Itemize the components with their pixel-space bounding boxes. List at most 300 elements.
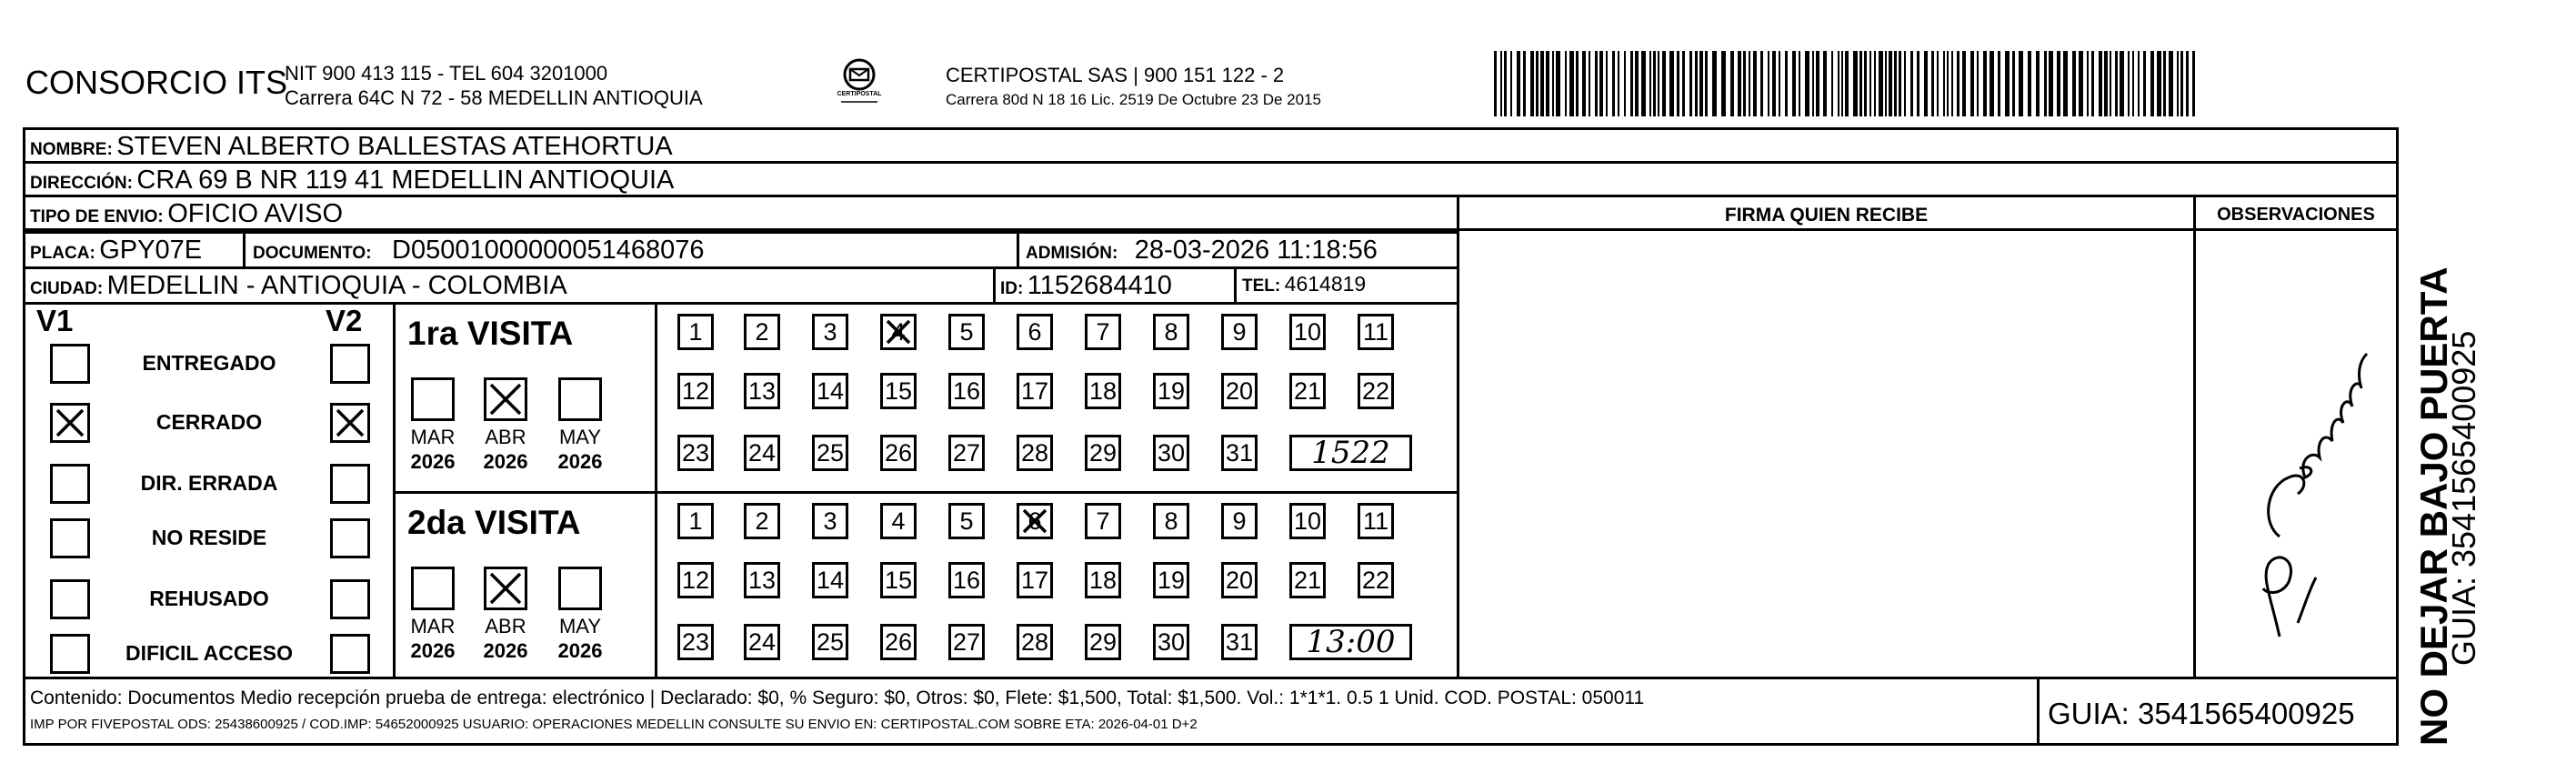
day-number: 17	[1020, 376, 1049, 405]
barcode-bar	[1536, 51, 1539, 116]
day-number: 15	[884, 566, 913, 594]
day-number: 9	[1232, 317, 1247, 346]
documento-value: D05001000000051468076	[392, 236, 705, 265]
barcode-bar	[1494, 51, 1497, 116]
ciudad-label: CIUDAD:	[30, 279, 104, 298]
day-box[interactable]	[880, 624, 917, 660]
barcode-bar	[1838, 51, 1839, 116]
barcode-bar	[1753, 51, 1757, 116]
check-mark	[333, 406, 367, 440]
barcode-bar	[2115, 51, 2118, 116]
barcode-bar	[1983, 51, 1987, 116]
day-number: 17	[1020, 566, 1049, 594]
day-number: 7	[1096, 317, 1110, 346]
barcode-bar	[1504, 51, 1507, 116]
day-box[interactable]	[1017, 624, 1053, 660]
barcode-bar	[2005, 51, 2010, 116]
month-label: ABR	[485, 426, 526, 448]
v1-checkbox[interactable]	[50, 518, 90, 558]
day-number: 28	[1020, 627, 1049, 656]
day-number: 24	[747, 627, 777, 656]
day-number: 12	[681, 376, 710, 405]
barcode-bar	[1990, 51, 1994, 116]
day-number: 29	[1088, 438, 1118, 467]
barcode-bar	[2019, 51, 2023, 116]
barcode-bar	[1760, 51, 1763, 116]
day-number: 6	[1027, 317, 1042, 346]
barcode-bar	[2044, 51, 2047, 116]
day-box[interactable]	[812, 562, 848, 598]
month-year: 2026	[557, 450, 603, 473]
day-box[interactable]	[880, 503, 917, 539]
status-option-label: REHUSADO	[149, 587, 269, 610]
barcode-bar	[1799, 51, 1800, 116]
barcode-bar	[1589, 51, 1590, 116]
barcode-bar	[2138, 51, 2140, 116]
day-box[interactable]	[744, 373, 780, 409]
month-checkbox[interactable]	[411, 377, 455, 421]
day-box[interactable]	[1017, 373, 1053, 409]
day-box[interactable]	[1358, 314, 1394, 350]
certipostal-line2: Carrera 80d N 18 16 Lic. 2519 De Octubre 23 De 2015	[946, 91, 1321, 108]
v2-checkbox[interactable]	[330, 403, 370, 443]
barcode-bar	[2057, 51, 2060, 116]
day-box[interactable]	[1221, 373, 1258, 409]
status-option-label: NO RESIDE	[151, 526, 267, 549]
day-box[interactable]	[1085, 435, 1121, 471]
tel-value: 4614819	[1284, 272, 1367, 296]
barcode-bar	[1662, 51, 1666, 116]
day-number: 19	[1157, 376, 1186, 405]
day-number: 2	[755, 507, 769, 535]
day-box[interactable]	[1289, 314, 1326, 350]
day-box[interactable]	[948, 562, 985, 598]
day-box[interactable]	[1153, 503, 1189, 539]
imp-text: IMP POR FIVEPOSTAL ODS: 25438600925 / COD.IMP: 54652000925 USUARIO: OPERACIONES MEDELLIN CONSULTE SU ENVIO EN: CERTIPOSTAL.COM SOBRE ETA: 2026-04-01 D+2	[30, 717, 1198, 732]
month-year: 2026	[410, 639, 456, 662]
barcode-bar	[1576, 51, 1579, 116]
direccion-label: DIRECCIÓN:	[30, 174, 133, 193]
day-box[interactable]	[1358, 373, 1394, 409]
day-box[interactable]	[1221, 562, 1258, 598]
day-box[interactable]	[1085, 314, 1121, 350]
day-number: 8	[1164, 507, 1178, 535]
day-number: 13	[747, 566, 777, 594]
firma-box	[1457, 195, 2196, 679]
barcode-bar	[1910, 51, 1913, 116]
id-label: ID:	[1000, 279, 1024, 298]
day-box[interactable]	[1153, 373, 1189, 409]
check-mark	[883, 316, 914, 347]
day-box[interactable]	[1085, 562, 1121, 598]
v2-checkbox[interactable]	[330, 464, 370, 504]
barcode-bar	[1917, 51, 1919, 116]
v1-checkbox[interactable]	[50, 579, 90, 619]
day-box[interactable]	[677, 435, 714, 471]
check-mark	[1019, 506, 1050, 537]
day-number: 31	[1225, 438, 1254, 467]
day-number: 20	[1225, 566, 1254, 594]
v1-checkbox[interactable]	[50, 464, 90, 504]
barcode-bar	[1785, 51, 1788, 116]
barcode-bar	[1885, 51, 1887, 116]
recipient-signature	[2225, 350, 2371, 641]
day-box[interactable]	[677, 314, 714, 350]
barcode-bar	[1546, 51, 1549, 116]
v2-checkbox[interactable]	[330, 634, 370, 674]
barcode-bar	[1612, 51, 1615, 116]
barcode-bar	[1582, 51, 1586, 116]
tipo-label: TIPO DE ENVIO:	[30, 207, 164, 226]
day-box[interactable]	[1153, 624, 1189, 660]
barcode	[1494, 51, 2203, 116]
day-number: 5	[959, 317, 974, 346]
day-number: 26	[884, 438, 913, 467]
day-number: 22	[1361, 566, 1390, 594]
barcode-bar	[2087, 51, 2089, 116]
barcode-bar	[2012, 51, 2015, 116]
barcode-bar	[1721, 51, 1726, 116]
day-box[interactable]	[1289, 503, 1326, 539]
day-box[interactable]	[744, 562, 780, 598]
barcode-bar	[2177, 51, 2179, 116]
barcode-bar	[1689, 51, 1692, 116]
barcode-bar	[1510, 51, 1512, 116]
barcode-bar	[1772, 51, 1776, 116]
barcode-bar	[1730, 51, 1734, 116]
day-number: 14	[816, 376, 845, 405]
barcode-bar	[1606, 51, 1608, 116]
barcode-bar	[1695, 51, 1698, 116]
day-box[interactable]	[1085, 503, 1121, 539]
day-box[interactable]	[948, 435, 985, 471]
day-number: 21	[1293, 566, 1322, 594]
barcode-bar	[1812, 51, 1814, 116]
barcode-bar	[2128, 51, 2130, 116]
barcode-bar	[2091, 51, 2094, 116]
admision-label: ADMISIÓN:	[1026, 244, 1118, 263]
barcode-bar	[1749, 51, 1750, 116]
day-box[interactable]	[1017, 503, 1053, 539]
barcode-bar	[1743, 51, 1746, 116]
barcode-bar	[1699, 51, 1703, 116]
day-number: 16	[952, 566, 981, 594]
day-box[interactable]	[1017, 314, 1053, 350]
day-number: 2	[755, 317, 769, 346]
day-number: 8	[1164, 317, 1178, 346]
visit-time: 13:00	[1306, 624, 1396, 660]
certipostal-line1: CERTIPOSTAL SAS | 900 151 122 - 2	[946, 64, 1285, 86]
barcode-bar	[2163, 51, 2166, 116]
barcode-bar	[1705, 51, 1708, 116]
barcode-bar	[2157, 51, 2161, 116]
status-option-label: ENTREGADO	[142, 351, 276, 375]
barcode-bar	[2099, 51, 2102, 116]
day-number: 1	[688, 507, 703, 535]
day-number: 30	[1157, 438, 1186, 467]
v1-checkbox[interactable]	[50, 403, 90, 443]
barcode-bar	[1530, 51, 1534, 116]
day-box[interactable]	[880, 562, 917, 598]
barcode-bar	[1823, 51, 1827, 116]
day-box[interactable]	[812, 314, 848, 350]
check-mark	[486, 380, 525, 418]
barcode-bar	[1669, 51, 1674, 116]
check-mark	[53, 406, 87, 440]
day-number: 18	[1088, 566, 1118, 594]
day-number: 27	[952, 438, 981, 467]
day-box[interactable]	[1221, 624, 1258, 660]
barcode-bar	[2079, 51, 2083, 116]
barcode-bar	[1569, 51, 1574, 116]
day-number: 1	[688, 317, 703, 346]
month-checkbox[interactable]	[484, 377, 527, 421]
direccion-value: CRA 69 B NR 119 41 MEDELLIN ANTIOQUIA	[136, 166, 675, 195]
day-number: 23	[681, 627, 710, 656]
day-number: 11	[1362, 317, 1389, 346]
day-box[interactable]	[880, 314, 917, 350]
v1-checkbox[interactable]	[50, 344, 90, 384]
admision-value: 28-03-2026 11:18:56	[1134, 236, 1378, 265]
day-box[interactable]	[744, 624, 780, 660]
v1-label: V1	[36, 304, 74, 337]
barcode-bar	[1853, 51, 1858, 116]
observaciones-header: OBSERVACIONES	[2217, 205, 2375, 225]
placa-label: PLACA:	[30, 244, 95, 263]
day-number: 23	[681, 438, 710, 467]
day-number: 4	[891, 507, 906, 535]
nombre-value: STEVEN ALBERTO BALLESTAS ATEHORTUA	[116, 132, 673, 161]
v2-checkbox[interactable]	[330, 344, 370, 384]
day-box[interactable]	[744, 435, 780, 471]
barcode-bar	[2132, 51, 2134, 116]
day-box[interactable]	[1085, 373, 1121, 409]
month-year: 2026	[557, 639, 603, 662]
barcode-bar	[1957, 51, 1960, 116]
month-year: 2026	[483, 639, 528, 662]
visit-time: 1522	[1311, 435, 1390, 471]
day-box[interactable]	[1221, 503, 1258, 539]
day-box[interactable]	[812, 373, 848, 409]
barcode-bar	[1792, 51, 1796, 116]
barcode-bar	[2036, 51, 2040, 116]
visit-title: 1ra VISITA	[407, 315, 574, 352]
tel-label: TEL:	[1242, 276, 1281, 296]
day-box[interactable]	[1153, 435, 1189, 471]
barcode-bar	[1595, 51, 1598, 116]
day-box[interactable]	[677, 373, 714, 409]
day-number: 24	[747, 438, 777, 467]
month-checkbox[interactable]	[558, 567, 602, 610]
barcode-bar	[1879, 51, 1883, 116]
day-number: 11	[1362, 507, 1389, 535]
barcode-bar	[1779, 51, 1780, 116]
day-number: 19	[1157, 566, 1186, 594]
barcode-bar	[1552, 51, 1554, 116]
check-mark	[486, 569, 525, 607]
day-box[interactable]	[948, 373, 985, 409]
day-box[interactable]	[1221, 435, 1258, 471]
day-box[interactable]	[948, 503, 985, 539]
barcode-bar	[1943, 51, 1945, 116]
barcode-bar	[1931, 51, 1934, 116]
visit-time-box[interactable]	[1289, 435, 1412, 471]
day-number: 16	[952, 376, 981, 405]
day-number: 10	[1293, 317, 1322, 346]
side-guia: GUIA: 3541565400925	[2445, 330, 2482, 666]
barcode-bar	[1998, 51, 2000, 116]
day-box[interactable]	[1153, 562, 1189, 598]
firma-header: FIRMA QUIEN RECIBE	[1724, 205, 1929, 226]
barcode-bar	[1859, 51, 1862, 116]
month-label: MAY	[558, 615, 602, 637]
day-box[interactable]	[744, 503, 780, 539]
day-number: 30	[1157, 627, 1186, 656]
barcode-bar	[2120, 51, 2124, 116]
barcode-bar	[1653, 51, 1656, 116]
status-option-label: DIFICIL ACCESO	[125, 641, 293, 665]
barcode-bar	[2192, 51, 2195, 116]
barcode-bar	[2104, 51, 2108, 116]
month-year: 2026	[410, 450, 456, 473]
barcode-bar	[1565, 51, 1567, 116]
barcode-bar	[1540, 51, 1544, 116]
day-box[interactable]	[812, 435, 848, 471]
month-checkbox[interactable]	[411, 567, 455, 610]
barcode-bar	[1649, 51, 1651, 116]
id-value: 1152684410	[1027, 271, 1172, 300]
day-box[interactable]	[1017, 562, 1053, 598]
ciudad-value: MEDELLIN - ANTIOQUIA - COLOMBIA	[106, 271, 567, 300]
barcode-bar	[2028, 51, 2031, 116]
barcode-bar	[1805, 51, 1809, 116]
company-name: CONSORCIO ITS	[25, 64, 288, 101]
day-number: 29	[1088, 627, 1118, 656]
barcode-bar	[1523, 51, 1526, 116]
day-box[interactable]	[677, 562, 714, 598]
month-label: ABR	[485, 615, 526, 637]
barcode-bar	[1658, 51, 1659, 116]
barcode-bar	[2150, 51, 2154, 116]
month-label: MAR	[410, 615, 456, 637]
day-number: 18	[1088, 376, 1118, 405]
day-number: 25	[816, 627, 845, 656]
day-box[interactable]	[1017, 435, 1053, 471]
status-option-label: CERRADO	[155, 410, 263, 434]
day-box[interactable]	[1358, 503, 1394, 539]
day-number: 14	[816, 566, 845, 594]
day-box[interactable]	[880, 435, 917, 471]
barcode-bar	[1682, 51, 1685, 116]
barcode-bar	[1624, 51, 1626, 116]
day-box[interactable]	[1153, 314, 1189, 350]
month-label: MAY	[558, 426, 602, 448]
barcode-bar	[1962, 51, 1966, 116]
logo-text: CERTIPOSTAL	[837, 91, 882, 97]
day-box[interactable]	[948, 314, 985, 350]
barcode-bar	[1864, 51, 1867, 116]
barcode-bar	[1951, 51, 1953, 116]
visit-title: 2da VISITA	[407, 504, 581, 541]
day-box[interactable]	[1221, 314, 1258, 350]
day-box[interactable]	[677, 503, 714, 539]
barcode-bar	[2110, 51, 2111, 116]
barcode-bar	[1831, 51, 1833, 116]
day-box[interactable]	[1289, 562, 1326, 598]
day-number: 9	[1232, 507, 1247, 535]
day-box[interactable]	[880, 373, 917, 409]
day-box[interactable]	[812, 624, 848, 660]
barcode-bar	[1904, 51, 1906, 116]
barcode-bar	[1889, 51, 1892, 116]
placa-value: GPY07E	[99, 236, 203, 265]
barcode-bar	[1500, 51, 1502, 116]
day-box[interactable]	[812, 503, 848, 539]
day-number: 27	[952, 627, 981, 656]
status-option-label: DIR. ERRADA	[140, 471, 278, 495]
day-box[interactable]	[1358, 562, 1394, 598]
day-number: 10	[1293, 507, 1322, 535]
tipo-value: OFICIO AVISO	[167, 199, 344, 228]
barcode-bar	[2049, 51, 2053, 116]
barcode-bar	[1894, 51, 1897, 116]
barcode-bar	[1869, 51, 1871, 116]
barcode-bar	[1517, 51, 1520, 116]
day-number: 6	[1027, 507, 1042, 535]
day-box[interactable]	[744, 314, 780, 350]
certipostal-logo	[832, 56, 887, 111]
barcode-bar	[1677, 51, 1679, 116]
day-box[interactable]	[677, 624, 714, 660]
barcode-bar	[1556, 51, 1560, 116]
v2-label: V2	[326, 304, 363, 337]
day-number: 25	[816, 438, 845, 467]
barcode-bar	[1768, 51, 1769, 116]
barcode-bar	[1599, 51, 1603, 116]
month-label: MAR	[410, 426, 456, 448]
barcode-bar	[2186, 51, 2189, 116]
v2-checkbox[interactable]	[330, 579, 370, 619]
day-box[interactable]	[1289, 373, 1326, 409]
day-number: 3	[823, 317, 837, 346]
barcode-bar	[1712, 51, 1717, 116]
barcode-bar	[2143, 51, 2146, 116]
barcode-bar	[2180, 51, 2183, 116]
v2-checkbox[interactable]	[330, 518, 370, 558]
day-number: 28	[1020, 438, 1049, 467]
month-checkbox[interactable]	[558, 377, 602, 421]
barcode-bar	[1845, 51, 1849, 116]
barcode-bar	[1924, 51, 1928, 116]
barcode-bar	[1874, 51, 1876, 116]
barcode-bar	[2072, 51, 2076, 116]
address-line: Carrera 64C N 72 - 58 MEDELLIN ANTIOQUIA	[285, 86, 703, 109]
barcode-bar	[1977, 51, 1979, 116]
barcode-bar	[1738, 51, 1741, 116]
month-year: 2026	[483, 450, 528, 473]
contenido-text: Contenido: Documentos Medio recepción prueba de entrega: electrónico | Declarado: $0, % Seguro: $0, Otros: $0, Flete: $1,500, Total: $1,500. Vol.: 1*1*1. 0.5 1 Unid. COD. POSTAL: 050011	[30, 688, 1645, 708]
barcode-bar	[1630, 51, 1633, 116]
barcode-bar	[2169, 51, 2173, 116]
barcode-bar	[1618, 51, 1619, 116]
day-box[interactable]	[948, 624, 985, 660]
v1-checkbox[interactable]	[50, 634, 90, 674]
day-box[interactable]	[1085, 624, 1121, 660]
documento-label: DOCUMENTO:	[253, 244, 372, 263]
month-checkbox[interactable]	[484, 567, 527, 610]
visit-time-box[interactable]	[1289, 624, 1412, 660]
day-number: 13	[747, 376, 777, 405]
